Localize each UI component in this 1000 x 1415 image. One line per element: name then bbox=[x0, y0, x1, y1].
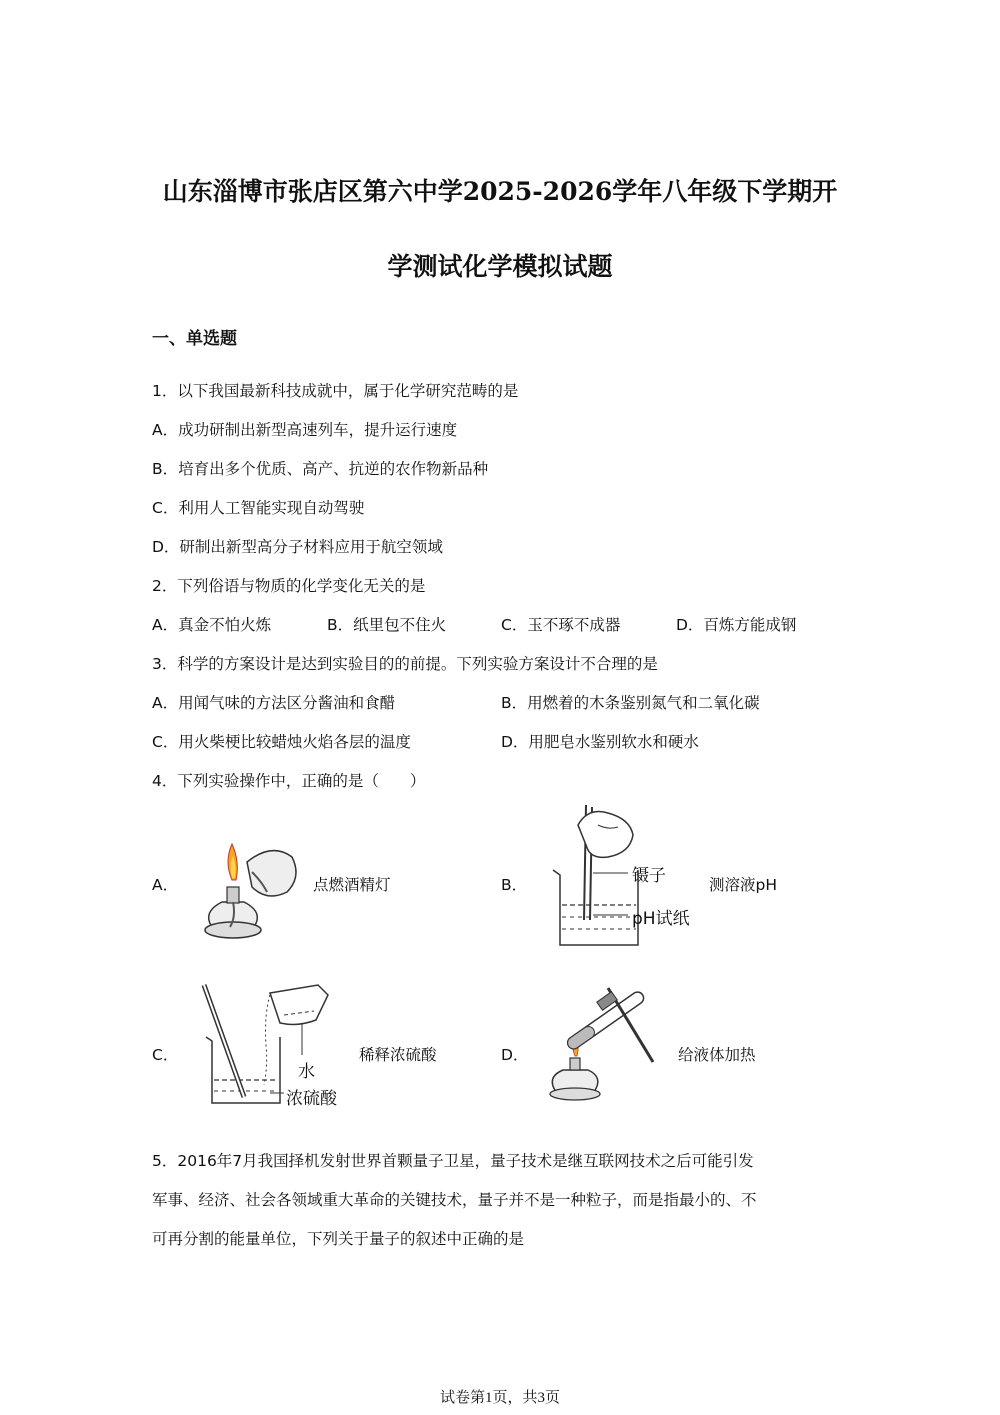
q2-option-c: C．玉不琢不成器 bbox=[501, 616, 621, 634]
q4-option-a-letter: A． bbox=[152, 876, 179, 894]
ph-paper-label: pH试纸 bbox=[632, 909, 690, 929]
q1-option-c: C．利用人工智能实现自动驾驶 bbox=[152, 499, 365, 517]
q4-option-b-caption: 测溶液pH bbox=[709, 876, 777, 894]
heat-liquid-figure bbox=[538, 982, 663, 1107]
q4-option-c-letter: C． bbox=[152, 1046, 179, 1064]
conc-acid-label: 浓硫酸 bbox=[286, 1089, 337, 1109]
exam-title-line1: 山东淄博市张店区第六中学2025-2026学年八年级下学期开 bbox=[162, 177, 838, 206]
q5-line3: 可再分割的能量单位，下列关于量子的叙述中正确的是 bbox=[152, 1230, 525, 1248]
q3-option-c: C．用火柴梗比较蜡烛火焰各层的温度 bbox=[152, 733, 411, 751]
q2-stem: 2．下列俗语与物质的化学变化无关的是 bbox=[152, 577, 426, 595]
page-footer: 试卷第1页，共3页 bbox=[439, 1390, 560, 1406]
q3-option-b: B．用燃着的木条鉴别氮气和二氧化碳 bbox=[501, 694, 760, 712]
q4-option-d-caption: 给液体加热 bbox=[678, 1046, 756, 1064]
q3-option-a: A．用闻气味的方法区分酱油和食醋 bbox=[152, 694, 396, 712]
q1-option-a: A．成功研制出新型高速列车，提升运行速度 bbox=[152, 421, 458, 439]
q4-option-b-letter: B． bbox=[501, 876, 528, 894]
water-label: 水 bbox=[298, 1062, 315, 1082]
q2-option-d: D．百炼方能成钢 bbox=[676, 616, 797, 634]
q1-stem: 1．以下我国最新科技成就中，属于化学研究范畴的是 bbox=[152, 382, 519, 400]
q3-option-d: D．用肥皂水鉴别软水和硬水 bbox=[501, 733, 699, 751]
q4-option-c-caption: 稀释浓硫酸 bbox=[359, 1046, 437, 1064]
tweezers-label: 镊子 bbox=[632, 866, 666, 886]
alcohol-lamp-tilt-figure bbox=[192, 832, 304, 950]
q4-option-a-caption: 点燃酒精灯 bbox=[313, 876, 391, 894]
q3-stem: 3．科学的方案设计是达到实验目的的前提。下列实验方案设计不合理的是 bbox=[152, 655, 658, 673]
q5-line2: 军事、经济、社会各领域重大革命的关键技术，量子并不是一种粒子，而是指最小的、不 bbox=[152, 1191, 757, 1209]
q2-option-a: A．真金不怕火炼 bbox=[152, 616, 272, 634]
q5-line1: 5．2016年7月我国择机发射世界首颗量子卫星，量子技术是继互联网技术之后可能引发 bbox=[152, 1152, 754, 1170]
exam-title-line2: 学测试化学模拟试题 bbox=[387, 252, 613, 281]
q1-option-b: B．培育出多个优质、高产、抗逆的农作物新品种 bbox=[152, 460, 489, 478]
q1-option-d: D．研制出新型高分子材料应用于航空领域 bbox=[152, 538, 443, 556]
q2-option-b: B．纸里包不住火 bbox=[327, 616, 447, 634]
q4-stem: 4．下列实验操作中，正确的是（ ） bbox=[152, 772, 426, 790]
q4-option-d-letter: D． bbox=[501, 1046, 529, 1064]
section-heading: 一、单选题 bbox=[152, 329, 237, 349]
